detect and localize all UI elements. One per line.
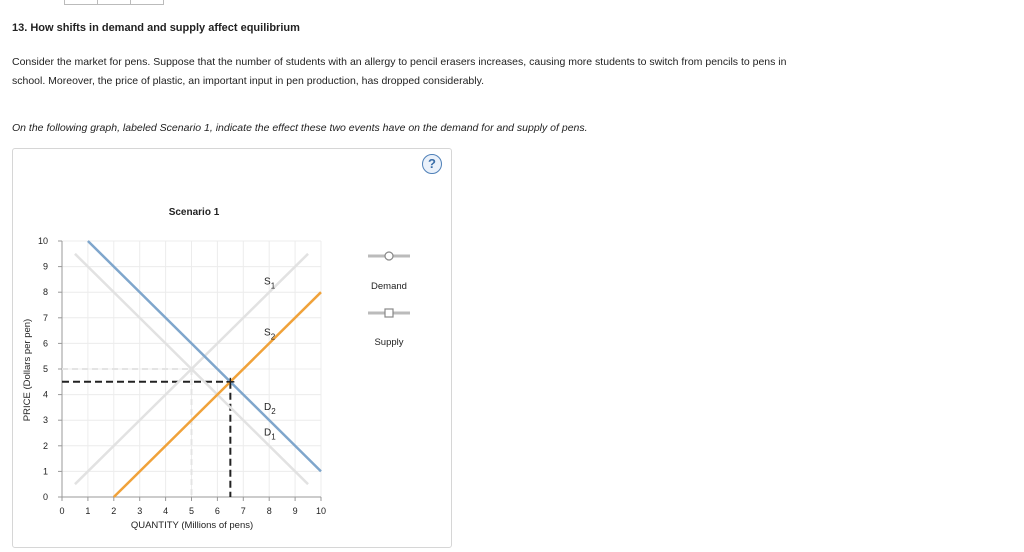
curve-label-S1: $S_1$ (264, 276, 276, 291)
help-button[interactable]: ? (422, 154, 442, 174)
legend-demand-label: Demand (371, 281, 407, 292)
curve-label-S2: $S_2$ (264, 327, 276, 342)
y-axis-label: PRICE (Dollars per pen) (22, 318, 33, 422)
y-tick-label: 7 (42, 312, 48, 323)
curve-label-D2: $D_2$ (264, 401, 276, 416)
x-tick-label: 2 (111, 506, 117, 516)
y-tick-label: 0 (42, 492, 48, 502)
x-tick-label: 3 (137, 506, 143, 516)
x-tick-label: 6 (214, 506, 220, 516)
curve-label-D1: $D_1$ (264, 427, 276, 442)
x-tick-label: 0 (59, 506, 65, 516)
x-tick-label: 1 (85, 506, 91, 516)
y-tick-label: 9 (42, 261, 48, 272)
y-tick-label: 3 (42, 415, 48, 426)
x-tick-label: 9 (292, 506, 298, 516)
legend (368, 252, 410, 348)
y-tick-label: 10 (37, 236, 48, 246)
x-tick-label: 5 (188, 506, 195, 516)
y-tick-label: 2 (42, 440, 48, 451)
question-title: 13. How shifts in demand and supply affect equilibrium (12, 22, 300, 34)
x-axis-label: QUANTITY (Millions of pens) (130, 520, 254, 531)
y-tick-label: 5 (42, 364, 48, 374)
x-tick-label: 8 (266, 506, 272, 516)
legend-supply-label: Supply (374, 337, 404, 348)
y-tick-label: 6 (42, 338, 48, 349)
legend-supply-square-icon[interactable] (385, 309, 393, 317)
chart-title: Scenario 1 (168, 207, 220, 218)
question-body: Consider the market for pens. Suppose that the number of students with an allergy to pencil erasers increases, causing more students to switch from pencils to pens in school. Moreover, the price of plastic, an important input in pen production, has dropped considerably. (12, 56, 787, 87)
x-tick-label: 10 (315, 506, 327, 516)
legend-demand-circle-icon[interactable] (385, 252, 393, 260)
x-tick-label: 4 (163, 506, 169, 516)
question-instruction: On the following graph, labeled Scenario 1, indicate the effect these two events have on the demand for and supply of pens. (12, 122, 588, 134)
y-tick-label: 4 (42, 389, 48, 400)
y-tick-label: 1 (42, 466, 48, 477)
y-tick-label: 8 (42, 287, 48, 298)
x-tick-label: 7 (240, 506, 246, 516)
